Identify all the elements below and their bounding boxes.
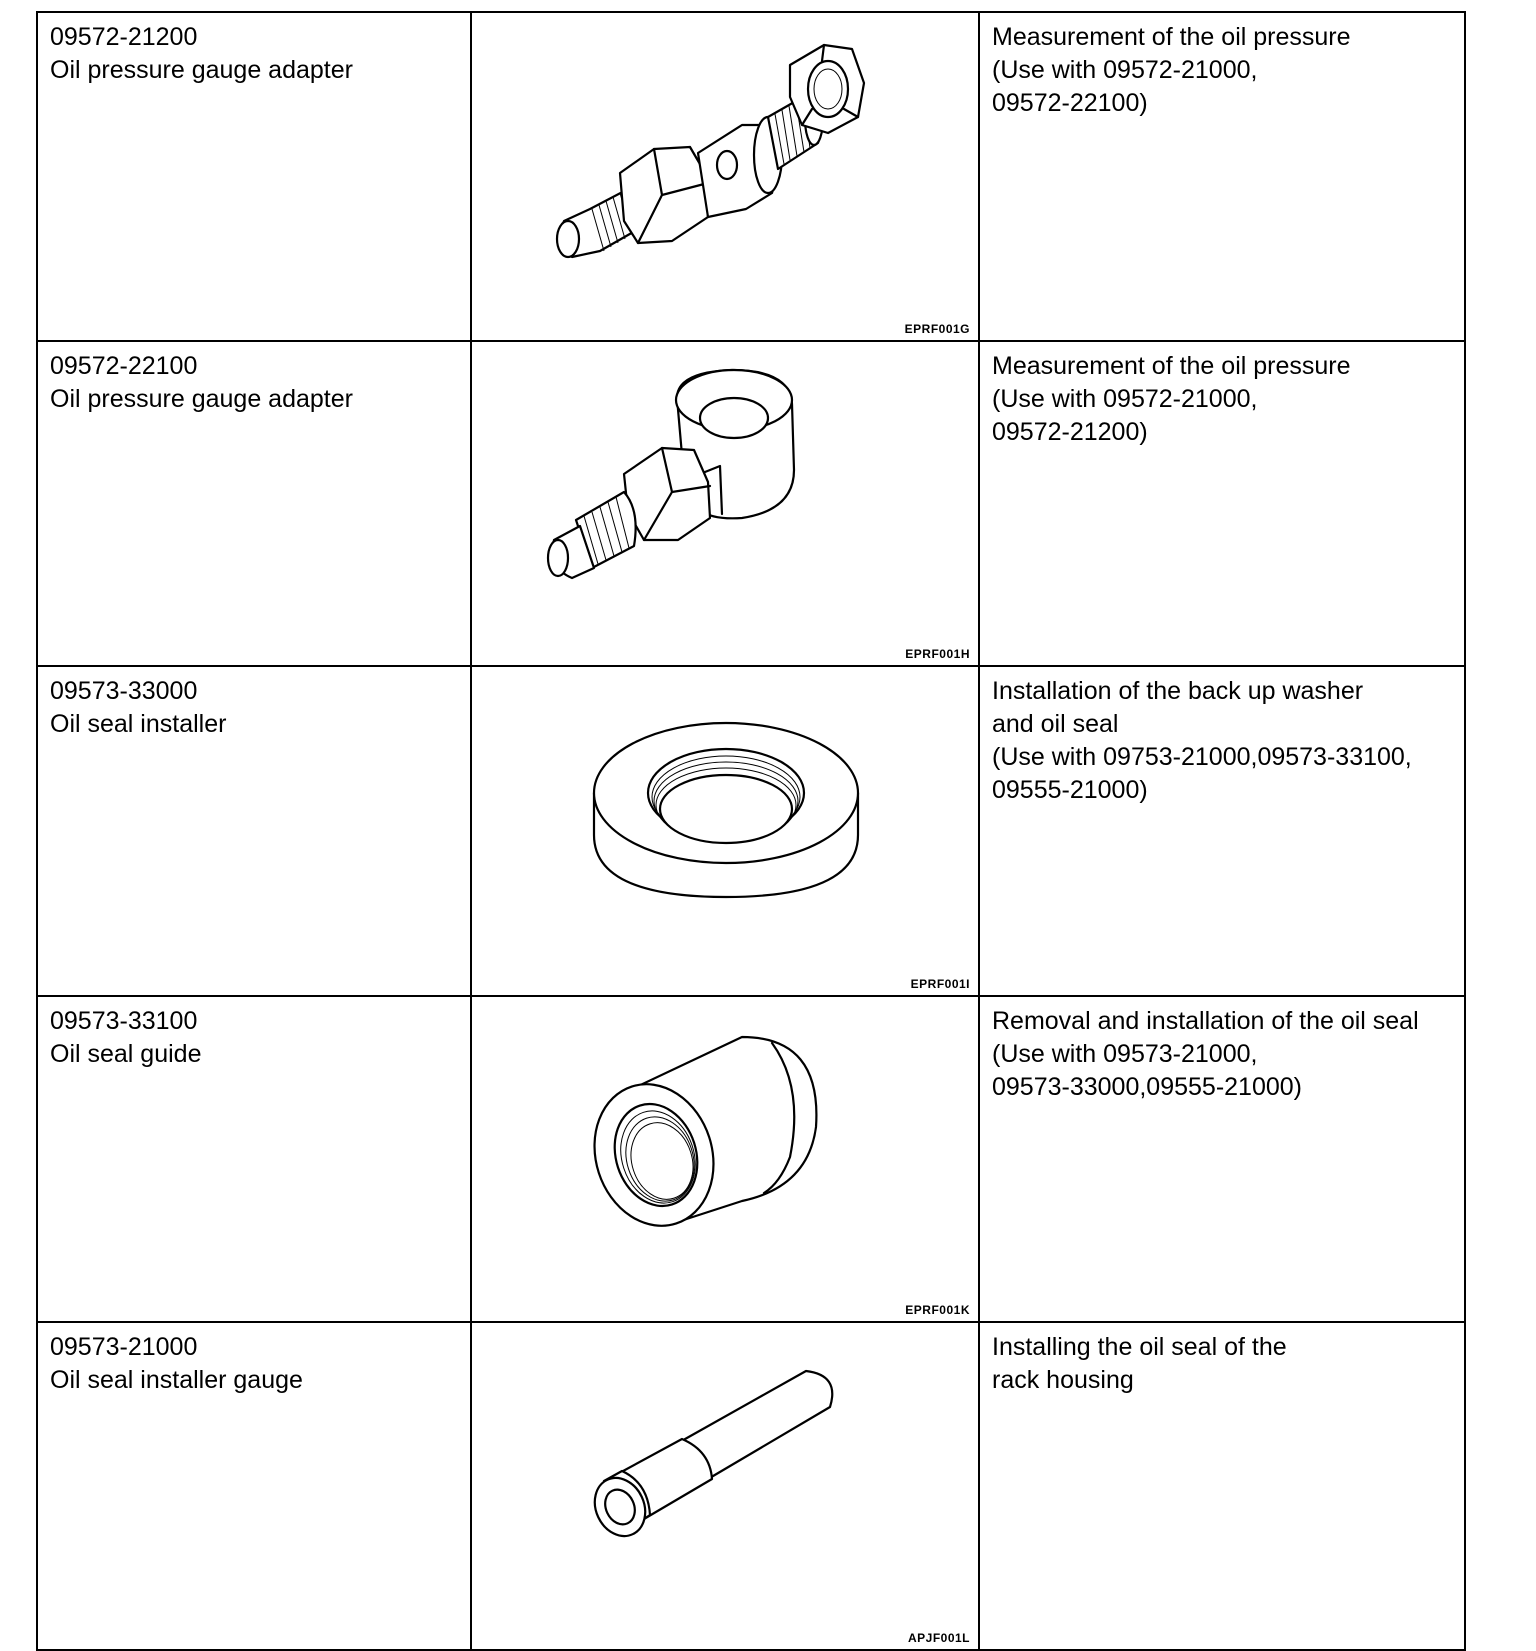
table-row xyxy=(37,341,1465,666)
banjo-bolt-adapter-with-nut-icon xyxy=(472,13,978,330)
part-name: Oil seal installer xyxy=(50,710,227,738)
part-name: Oil pressure gauge adapter xyxy=(50,56,353,84)
part-name: Oil pressure gauge adapter xyxy=(50,385,353,413)
part-number: 09572-22100 xyxy=(50,352,198,380)
description-line: Installation of the back up washer xyxy=(992,677,1364,705)
figure-code: EPRF001K xyxy=(905,1303,970,1317)
description-line: Removal and installation of the oil seal xyxy=(992,1007,1419,1035)
stepped-rod-gauge-icon xyxy=(472,1323,978,1639)
part-number: 09573-33000 xyxy=(50,677,198,705)
tool-description-cell xyxy=(979,341,1465,666)
table-row xyxy=(37,1322,1465,1650)
description-line: Installing the oil seal of the xyxy=(992,1333,1287,1361)
tool-illustration-cell xyxy=(471,341,979,666)
figure-code: APJF001L xyxy=(907,1631,970,1645)
tool-id-cell xyxy=(37,341,471,666)
tool-description-cell xyxy=(979,1322,1465,1650)
tool-illustration-cell xyxy=(471,666,979,996)
part-number: 09572-21200 xyxy=(50,23,198,51)
special-tools-table xyxy=(36,11,1466,1651)
description-line: (Use with 09573-21000, xyxy=(992,1040,1258,1068)
description-line: 09572-22100) xyxy=(992,89,1148,117)
part-name: Oil seal installer gauge xyxy=(50,1366,303,1394)
tool-description-cell xyxy=(979,12,1465,341)
description-line: rack housing xyxy=(992,1366,1134,1394)
tool-illustration-cell xyxy=(471,12,979,341)
description-line: (Use with 09572-21000, xyxy=(992,385,1258,413)
description-line: 09555-21000) xyxy=(992,776,1148,804)
banjo-fitting-adapter-icon xyxy=(472,342,978,655)
description-line: and oil seal xyxy=(992,710,1119,738)
tool-description-cell xyxy=(979,666,1465,996)
description-line: 09573-33000,09555-21000) xyxy=(992,1073,1302,1101)
table-row xyxy=(37,996,1465,1322)
description-line: Measurement of the oil pressure xyxy=(992,352,1351,380)
tool-id-cell xyxy=(37,666,471,996)
description-line: (Use with 09572-21000, xyxy=(992,56,1258,84)
description-line: 09572-21200) xyxy=(992,418,1148,446)
figure-code: EPRF001G xyxy=(904,322,970,336)
tool-id-cell xyxy=(37,996,471,1322)
tool-illustration-cell xyxy=(471,996,979,1322)
tool-illustration-cell xyxy=(471,1322,979,1650)
figure-code: EPRF001I xyxy=(910,977,970,991)
description-line: Measurement of the oil pressure xyxy=(992,23,1351,51)
threaded-ring-installer-icon xyxy=(472,667,978,985)
description-line: (Use with 09753-21000,09573-33100, xyxy=(992,743,1412,771)
table-row xyxy=(37,666,1465,996)
part-number: 09573-21000 xyxy=(50,1333,198,1361)
figure-code: EPRF001H xyxy=(905,647,970,661)
part-name: Oil seal guide xyxy=(50,1040,202,1068)
table-row xyxy=(37,12,1465,341)
tool-id-cell xyxy=(37,12,471,341)
tool-description-cell xyxy=(979,996,1465,1322)
threaded-sleeve-guide-icon xyxy=(472,997,978,1311)
tool-id-cell xyxy=(37,1322,471,1650)
part-number: 09573-33100 xyxy=(50,1007,198,1035)
